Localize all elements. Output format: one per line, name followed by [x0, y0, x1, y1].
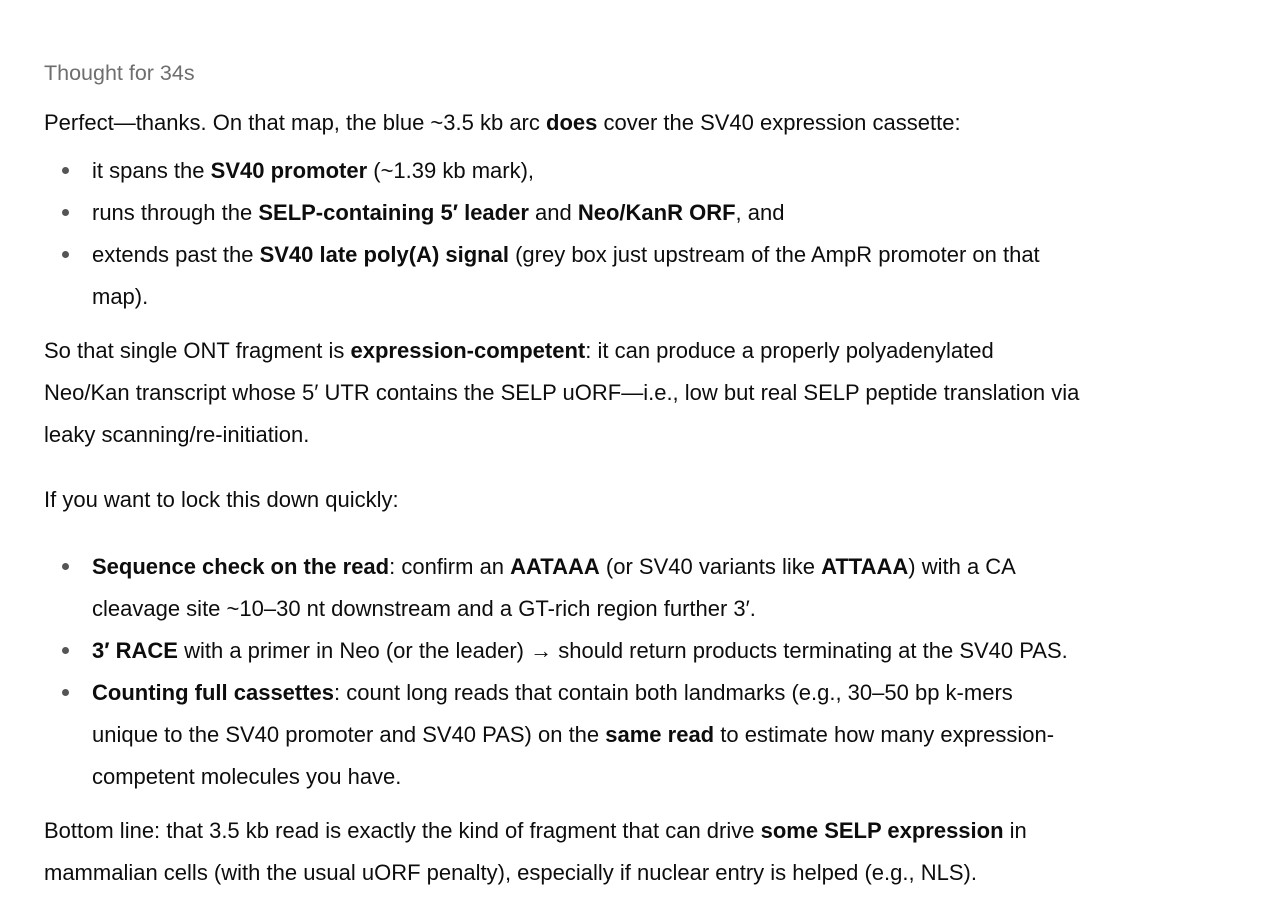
list-item: Counting full cassettes: count long reads that contain both landmarks (e.g., 30–50 bp k-mers: [92, 680, 1013, 705]
list-item: extends past the SV40 late poly(A) signal (grey box just upstream of the AmpR promoter on that: [92, 242, 1040, 267]
lead-in-paragraph: If you want to lock this down quickly:: [44, 487, 399, 512]
bottom-line-paragraph: Bottom line: that 3.5 kb read is exactly the kind of fragment that can drive some SELP expression in: [44, 818, 1027, 843]
thought-toggle[interactable]: Thought for 34s: [44, 61, 195, 85]
bullet-dot: [62, 689, 69, 696]
list-item-continuation: map).: [92, 284, 149, 309]
intro-paragraph: [44, 102, 961, 144]
summary-paragraph: So that single ONT fragment is expression-competent: it can produce a properly polyadenylated: [44, 338, 994, 363]
list-item: it spans the SV40 promoter (~1.39 kb mark),: [92, 158, 535, 183]
bullet-dot: [62, 647, 69, 654]
intro-bold: does: [546, 110, 598, 135]
bullet-dot: [62, 563, 69, 570]
list-item-continuation: unique to the SV40 promoter and SV40 PAS) on the same read to estimate how many expression-: [92, 722, 1055, 747]
bullet-dot: [62, 167, 69, 174]
summary-paragraph-line: leaky scanning/re-initiation.: [44, 422, 310, 447]
list-item-continuation: competent molecules you have.: [92, 764, 402, 789]
list-item-continuation: cleavage site ~10–30 nt downstream and a GT-rich region further 3′.: [92, 596, 756, 621]
intro-text: Perfect—thanks. On that map, the blue ~3.5 kb arc: [44, 110, 546, 135]
list-item: runs through the SELP-containing 5′ leader and Neo/KanR ORF, and: [92, 200, 785, 225]
list-item: 3′ RACE with a primer in Neo (or the leader) → should return products terminating at the SV40 PAS.: [92, 638, 1068, 663]
summary-paragraph-line: Neo/Kan transcript whose 5′ UTR contains the SELP uORF—i.e., low but real SELP peptide translation via: [44, 380, 1080, 405]
list-item: Sequence check on the read: confirm an AATAAA (or SV40 variants like ATTAAA) with a CA: [92, 554, 1016, 579]
intro-text-end: cover the SV40 expression cassette:: [597, 110, 961, 135]
bullet-dot: [62, 251, 69, 258]
bullet-dot: [62, 209, 69, 216]
bottom-line-paragraph-line: mammalian cells (with the usual uORF penalty), especially if nuclear entry is helped (e.g., NLS).: [44, 860, 977, 885]
